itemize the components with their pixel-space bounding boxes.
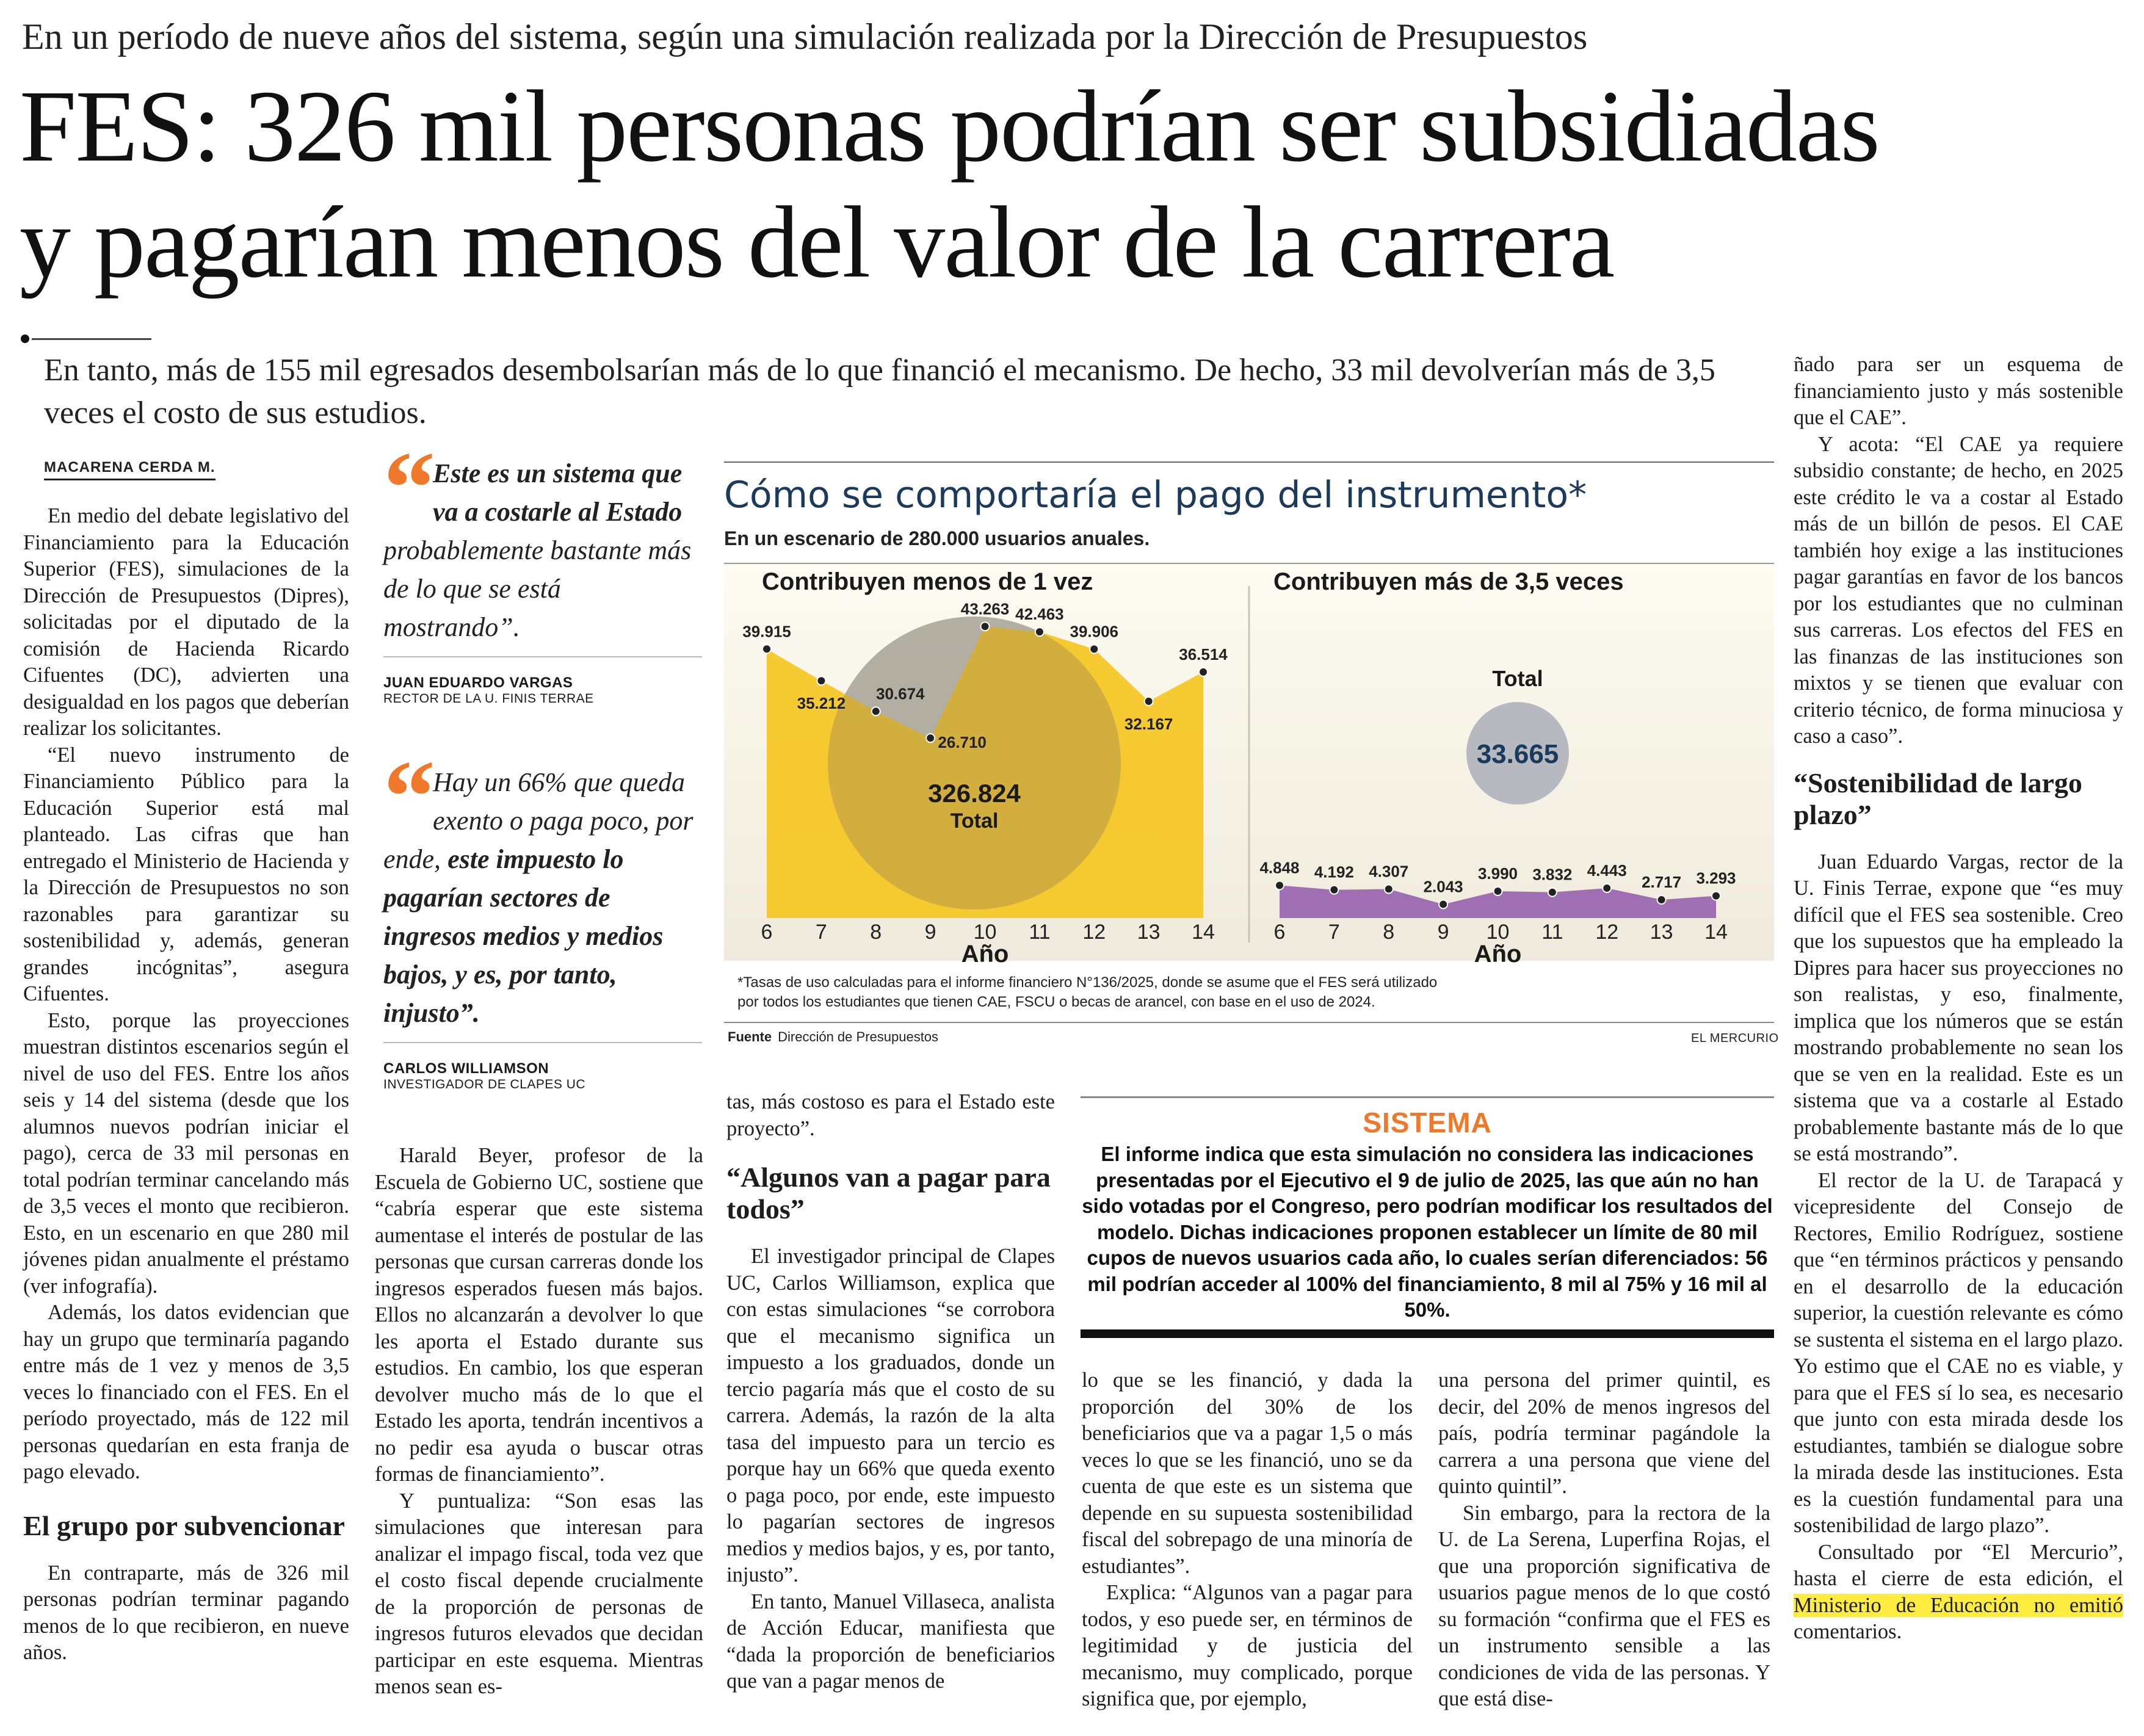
infographic-charts (724, 564, 1774, 967)
x-tick-label: 11 (1029, 920, 1051, 944)
credit: EL MERCURIO (1691, 1032, 1779, 1045)
data-label: 42.463 (1015, 605, 1064, 624)
quote-text (383, 430, 702, 646)
subheading: “Sostenibilidad de largo plazo” (1794, 767, 2082, 830)
pull-quote-2 (383, 739, 702, 1092)
total-circle-overlay (828, 617, 1121, 910)
note-line-2: por todos los estudiantes que tienen CAE, FSCU o becas de arancel, con base en el uso de 2024. (737, 994, 1375, 1010)
chart-contribuyen-menos (742, 568, 1228, 967)
source-rule (724, 1022, 1774, 1023)
data-point (981, 622, 990, 631)
column-4 (1082, 1367, 1413, 1713)
x-tick-label: 13 (1650, 920, 1673, 944)
quote-text (383, 739, 702, 1032)
data-label: 4.443 (1587, 861, 1627, 880)
data-point (1199, 668, 1208, 676)
data-point (1494, 887, 1502, 895)
infographic-note (737, 973, 1763, 1012)
data-point (1090, 645, 1098, 653)
data-label: 39.906 (1070, 622, 1119, 641)
x-tick-label: 7 (1328, 920, 1340, 944)
x-axis-label: Año (961, 941, 1009, 967)
total-value: 33.665 (1476, 739, 1559, 769)
x-tick-label: 8 (1383, 920, 1395, 944)
closing-text: Consultado por “El Mercurio”, hasta el cierre de esta edición, el (1794, 1540, 2123, 1590)
column-5 (1438, 1367, 1770, 1713)
data-label: 2.043 (1423, 877, 1463, 896)
data-label: 3.293 (1696, 869, 1736, 888)
column-1 (23, 503, 349, 1666)
column-6 (1794, 352, 2123, 1646)
data-label: 4.307 (1369, 862, 1409, 881)
data-label: 35.212 (797, 694, 846, 713)
data-label: 3.990 (1477, 864, 1518, 883)
paragraph: “El nuevo instrumento de Financiamiento Público para la Educación Superior está mal planteado. Las cifras que han entregado el Ministerio de Hacienda y la Dirección de Presupuestos no son razonables para garantizar su sostenibilidad y, además, generan grandes incógnitas”, asegura Cifuentes. (23, 743, 349, 1005)
x-tick-label: 9 (924, 920, 936, 944)
data-label: 39.915 (742, 622, 791, 641)
x-tick-label: 11 (1541, 920, 1563, 944)
pull-quote-1 (383, 430, 702, 706)
data-point (1145, 697, 1153, 706)
quote-author: JUAN EDUARDO VARGAS (383, 656, 702, 692)
paragraph: El investigador principal de Clapes UC, Carlos Williamson, explica que con estas simulaciones “se corrobora que el mecanismo significa un impuesto a los graduados, donde un tercio pagaría más que el costo de su carrera. Además, la razón de la alta tasa del impuesto para un tercio es porque hay un 66% que queda exento o paga poco, por ende, este impuesto lo pagarían sectores de ingresos medios y medios bajos, y es, por tanto, injusto”. (726, 1245, 1055, 1586)
subheading: “Algunos van a pagar para todos” (726, 1162, 1051, 1224)
note-line-1: *Tasas de uso calculadas para el informe financiero N°136/2025, donde se asume que el FES será utilizado (737, 974, 1438, 991)
paragraph: una persona del primer quintil, es decir, del 20% de menos ingresos del país, podría terminar pagándole la carrera a una persona que viene del quinto quintil”. (1438, 1369, 1770, 1498)
quote-bold: Este es un sistema que va a costarle al Estado (433, 458, 683, 527)
quote-rest: probablemente bastante más de lo que se está mostrando”. (383, 535, 692, 642)
data-point (1275, 881, 1284, 889)
paragraph: Y puntualiza: “Son esas las simulaciones que interesan para analizar el impago fiscal, toda vez que el costo fiscal depende crucialmente de la proporción de personas de ingresos futuros elevados que decidan participar en este esquema. Mientras menos sean es- (375, 1489, 703, 1698)
x-tick-label: 13 (1137, 920, 1161, 944)
x-tick-label: 10 (1486, 920, 1510, 944)
paragraph: En medio del debate legislativo del Financiamiento para la Educación Superior (FES), simulaciones de la Dirección de Presupuestos (Dipres), solicitadas por el diputado de la comisión de Hacienda Ricardo Cifuentes (DC), advierten una desigualdad en los pagos que deberían realizar los solicitantes. (23, 504, 349, 740)
x-tick-label: 12 (1082, 920, 1106, 944)
data-point (1385, 884, 1393, 893)
sistema-bottom-bar (1081, 1329, 1774, 1338)
data-label: 43.263 (960, 599, 1010, 618)
total-label: Total (950, 809, 999, 833)
infographic-rule (724, 461, 1774, 463)
data-label: 26.710 (938, 733, 987, 752)
headline-line-1: FES: 326 mil personas podrían ser subsidiadas (20, 70, 1879, 183)
paragraph: Juan Eduardo Vargas, rector de la U. Finis Terrae, expone que “es muy difícil que el FES sea sostenible. Creo que los supuestos que ha empleado la Dipres para hacer sus proyecciones no son realistas, y eso, finalmente, implica que los números que se están mostrando probablemente no sean los que se ven en la realidad. Este es un sistema que va a costarle al Estado probablemente bastante más de lo que se está mostrando”. (1794, 850, 2123, 1165)
paragraph: El rector de la U. de Tarapacá y vicepresidente del Consejo de Rectores, Emilio Rodríguez, sostiene que “en términos prácticos y pensando en el desarrollo de la educación superior, la cuestión relevante es cómo se sustenta el sistema en el largo plazo. Yo estimo que el CAE no es viable, y para que el FES sí lo sea, es necesario que junto con esta mirada desde los estudiantes, también se dialogue sobre la mirada desde las instituciones. Esta es la cuestión fundamental para una sostenibilidad de largo plazo”. (1794, 1168, 2123, 1537)
sistema-top-rule (1081, 1096, 1774, 1098)
data-label: 2.717 (1642, 872, 1682, 891)
x-tick-label: 10 (973, 920, 997, 944)
data-point (926, 734, 935, 742)
x-axis-label: Año (1474, 941, 1522, 967)
data-point (1603, 884, 1611, 892)
chart-title: Contribuyen más de 3,5 veces (1273, 568, 1624, 595)
paragraph: En contraparte, más de 326 mil personas podrían terminar pagando menos de lo que recibieron, en nueve años. (23, 1561, 349, 1664)
paragraph: lo que se les financió, y dada la proporción del 30% de los beneficiarios que va a pagar 1,5 o más veces lo que se les financió, uno se da cuenta de que este es un sistema que depende en su supuesta sostenibilidad fiscal del sobrepago de una minoría de estudiantes”. (1082, 1369, 1413, 1578)
infographic-panel (724, 563, 1774, 967)
data-label: 4.848 (1259, 858, 1300, 877)
data-point (817, 676, 825, 685)
data-point (1712, 892, 1720, 900)
data-label: 36.514 (1179, 645, 1228, 664)
data-point (872, 707, 880, 715)
data-point (1548, 888, 1557, 897)
paragraph: tas, más costoso es para el Estado este proyecto”. (726, 1090, 1055, 1140)
data-point (1330, 886, 1338, 894)
infographic-title: Cómo se comportaría el pago del instrumento* (724, 474, 1587, 516)
paragraph (1794, 1539, 2123, 1646)
quote-role: INVESTIGADOR DE CLAPES UC (383, 1077, 586, 1091)
paragraph: Y acota: “El CAE ya requiere subsidio constante; de hecho, en 2025 este crédito le va a costar al Estado más de un billón de pesos. El CAE también hoy exige a las instituciones pagar garantías en favor de los bancos por los estudiantes que no culminan sus carreras. Los efectos del FES en las finanzas de las instituciones son mixtos y se tienen que evaluar con criterio técnico, de forma minuciosa y caso a caso”. (1794, 432, 2123, 748)
column-2 (375, 1143, 703, 1701)
quote-author: CARLOS WILLIAMSON (383, 1042, 702, 1077)
deck: En tanto, más de 155 mil egresados desembolsarían más de lo que financió el mecanismo. De hecho, 33 mil devolverían más de 3,5 veces el costo de sus estudios. (44, 353, 1715, 430)
paragraph: Sin embargo, para la rectora de la U. de La Serena, Luperfina Rojas, el que una proporción significativa de usuarios pague menos de lo que costó su formación “confirma que el FES es un instrumento sensible a las condiciones de vida de las personas. Y que está dise- (1438, 1501, 1770, 1710)
data-point (1657, 895, 1666, 904)
x-tick-label: 8 (870, 920, 882, 944)
byline: MACARENA CERDA M. (44, 459, 215, 480)
data-label: 4.192 (1314, 863, 1354, 881)
paragraph: Además, los datos evidencian que hay un grupo que terminaría pagando entre más de 1 vez y menos de 3,5 veces lo financiado con el FES. En el período proyectado, más de 122 mil personas quedarían en esta franja de pago elevado. (23, 1301, 349, 1483)
x-tick-label: 7 (815, 920, 827, 944)
x-tick-label: 14 (1192, 920, 1215, 944)
x-tick-label: 14 (1704, 920, 1728, 944)
total-value: 326.824 (928, 779, 1021, 808)
rule-dot (21, 335, 29, 343)
quote-mark-icon: “ (383, 430, 427, 545)
paragraph: En tanto, Manuel Villaseca, analista de Acción Educar, manifiesta que “dada la proporción de beneficiarios que van a pagar menos de (726, 1590, 1055, 1693)
x-tick-label: 12 (1595, 920, 1619, 944)
paragraph: Explica: “Algunos van a pagar para todos, y eso puede ser, en términos de legitimidad y de justicia del mecanismo, muy complicado, porque significa que, por ejemplo, (1082, 1581, 1413, 1710)
subheading: El grupo por subvencionar (23, 1510, 345, 1541)
data-label: 30.674 (875, 684, 925, 703)
x-tick-label: 6 (761, 920, 773, 944)
kicker: En un período de nueve años del sistema, según una simulación realizada por la Dirección de Presupuestos (22, 16, 1588, 57)
data-point (762, 645, 771, 653)
data-point (1035, 627, 1044, 636)
source-text: Dirección de Presupuestos (778, 1029, 939, 1044)
x-tick-label: 9 (1437, 920, 1449, 944)
chart-title: Contribuyen menos de 1 vez (762, 568, 1093, 595)
highlighted-text: Ministerio de Educación no emitió (1794, 1593, 2123, 1617)
paragraph: ñado para ser un esquema de financiamiento justo y más sostenible que el CAE”. (1794, 353, 2123, 429)
data-label: 3.832 (1532, 865, 1573, 884)
data-point (1439, 900, 1447, 908)
sistema-body: El informe indica que esta simulación no considera las indicaciones presentadas por el Ejecutivo el 9 de julio de 2025, las que aún no han sido votadas por el Congreso, pero podrían modificar los resultados del modelo. Dichas indicaciones proponen establecer un límite de 80 mil cupos de nuevos usuarios cada año, lo cuales serían diferenciados: 56 mil podrían acceder al 100% del financiamiento, 8 mil al 75% y 16 mil al 50%. (1082, 1143, 1773, 1321)
chart-contribuyen-mas (1259, 568, 1736, 967)
total-label: Total (1492, 666, 1543, 691)
source (728, 1029, 938, 1045)
quote-bold: este impuesto lo pagarían sectores de ingresos medios y medios bajos, y es, por tanto, injusto”. (383, 844, 664, 1028)
sistema-title: SISTEMA (1363, 1107, 1492, 1138)
headline (20, 68, 2132, 300)
headline-line-2: y pagarían menos del valor de la carrera (20, 186, 1614, 299)
quote-mark-icon: “ (383, 739, 427, 854)
paragraph: Harald Beyer, profesor de la Escuela de Gobierno UC, sostiene que “cabría esperar que este sistema aumentase el interés de postular de las personas que cursan carreras donde los ingresos esperados fuesen más bajos. Ellos no alcanzarán a devolver lo que les aporta el Estado durante sus estudios. En cambio, los que esperan devolver mucho más de lo que el Estado les aporta, tendrán incentivos a no pedir esa ayuda o buscar otras formas de financiamiento”. (375, 1144, 703, 1486)
source-label: Fuente (728, 1029, 772, 1044)
quote-role: RECTOR DE LA U. FINIS TERRAE (383, 692, 594, 706)
x-tick-label: 6 (1273, 920, 1286, 944)
data-label: 32.167 (1124, 714, 1173, 733)
closing-text-end: comentarios. (1794, 1620, 1902, 1643)
column-3 (726, 1089, 1055, 1695)
quote-rest: Hay un 66% que queda exento o paga poco, por ende, (383, 767, 694, 874)
infographic-subtitle: En un escenario de 280.000 usuarios anuales. (724, 527, 1150, 549)
rule-line (32, 338, 151, 340)
paragraph: Esto, porque las proyecciones muestran distintos escenarios según el nivel de uso del FES. Entre los años seis y 14 del sistema (desde que los alumnos nuevos podrían iniciar el pago), cerca de 33 mil personas en total podrían terminar cancelando más de 3,5 veces el monto que recibieron. Esto, en un escenario en que 280 mil jóvenes pidan anualmente el préstamo (ver infografía). (23, 1008, 349, 1298)
